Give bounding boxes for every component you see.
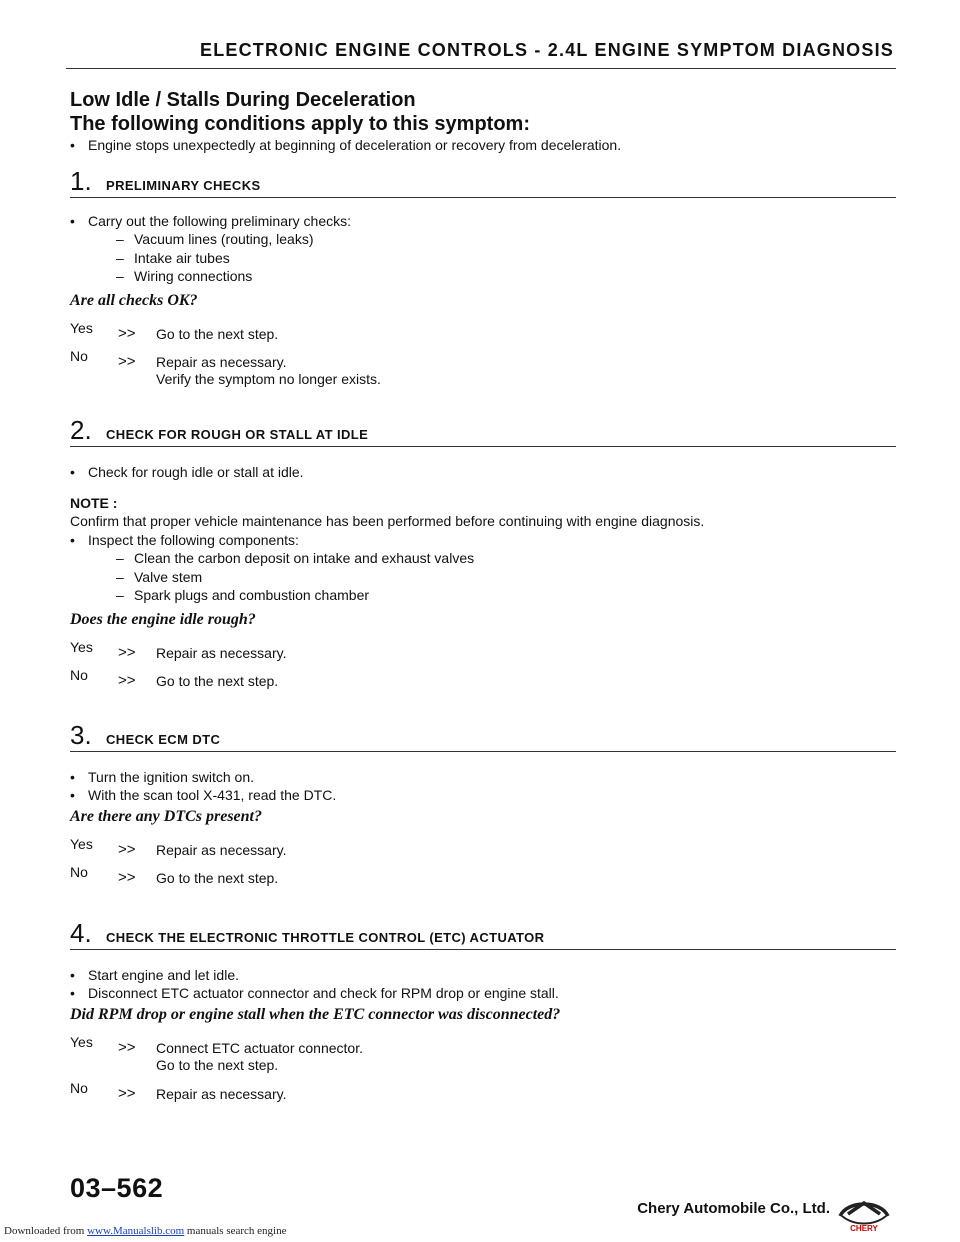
step-1-bullet-text: Carry out the following preliminary checks: <box>88 213 351 229</box>
yes-text: Repair as necessary. <box>156 842 287 858</box>
bullet-icon: • <box>70 985 75 1001</box>
page-title <box>70 88 530 136</box>
page-number: 03–562 <box>70 1173 164 1203</box>
bullet-icon: • <box>70 787 75 803</box>
step-3-number: 3. <box>70 720 92 750</box>
arrow-icon: >> <box>118 1085 136 1102</box>
page-title-line1: Low Idle / Stalls During Deceleration <box>70 89 416 111</box>
note-label: NOTE : <box>70 495 118 511</box>
header-title: ELECTRONIC ENGINE CONTROLS - 2.4L ENGINE SYMPTOM DIAGNOSIS <box>199 40 894 60</box>
list-item-text: Wiring connections <box>134 268 253 284</box>
list-item <box>70 586 896 605</box>
page-title-line2: The following conditions apply to this symptom: <box>70 113 530 135</box>
yes-text-line1: Connect ETC actuator connector. <box>156 1040 363 1056</box>
step-4-bullet <box>70 966 896 984</box>
step-1-question: Are all checks OK? <box>70 291 198 309</box>
no-text: Go to the next step. <box>156 672 279 689</box>
step-2-no <box>70 666 896 691</box>
download-note <box>4 1225 286 1237</box>
step-4-heading <box>70 920 896 950</box>
step-2-question: Does the engine idle rough? <box>70 610 256 628</box>
intro-bullet-text: Engine stops unexpectedly at beginning of deceleration or recovery from deceleration. <box>88 137 622 153</box>
arrow-icon: >> <box>118 643 136 661</box>
yes-text: Go to the next step. <box>156 325 279 342</box>
list-item-text: Vacuum lines (routing, leaks) <box>134 231 314 247</box>
no-text: Repair as necessary. <box>156 1086 287 1102</box>
no-text-line1: Repair as necessary. <box>156 353 287 370</box>
step-3-bullet <box>70 786 896 804</box>
list-item-text: Valve stem <box>134 568 203 585</box>
arrow-icon: >> <box>118 671 136 689</box>
no-label: No <box>70 1080 88 1096</box>
yes-label: Yes <box>70 1034 93 1050</box>
list-item-text: Intake air tubes <box>134 249 230 266</box>
no-text <box>156 354 381 388</box>
step-2 <box>70 417 896 691</box>
download-prefix: Downloaded from <box>4 1225 85 1237</box>
download-suffix: manuals search engine <box>186 1225 287 1237</box>
dash-icon: – <box>116 268 124 284</box>
bullet-icon: • <box>70 137 75 153</box>
step-3-question: Are there any DTCs present? <box>70 808 262 825</box>
step-1-bullet <box>70 212 896 230</box>
step-4 <box>70 920 896 1104</box>
manualslib-link[interactable]: www.Manualslib.com <box>87 1225 185 1237</box>
list-item <box>70 568 896 587</box>
step-1 <box>70 168 896 390</box>
step-2-bullet2 <box>70 531 896 549</box>
step-3-no <box>70 864 896 888</box>
step-3-bullet-text: Turn the ignition switch on. <box>88 769 255 785</box>
step-3-heading <box>70 722 896 752</box>
list-item <box>70 267 896 286</box>
bullet-icon: • <box>70 532 75 548</box>
no-text: Go to the next step. <box>156 870 279 886</box>
list-item <box>70 230 896 249</box>
step-4-bullet-text: Start engine and let idle. <box>88 967 239 983</box>
no-label: No <box>70 666 88 683</box>
dash-icon: – <box>116 587 124 603</box>
step-3-bullet <box>70 768 896 786</box>
bullet-icon: • <box>70 769 75 785</box>
step-3-title: CHECK ECM DTC <box>106 732 221 747</box>
step-3-bullet-text: With the scan tool X-431, read the DTC. <box>88 787 337 803</box>
list-item-text: Spark plugs and combustion chamber <box>134 587 370 603</box>
step-2-yes <box>70 638 896 669</box>
step-4-number: 4. <box>70 918 92 948</box>
step-2-heading <box>70 417 896 447</box>
arrow-icon: >> <box>118 324 136 342</box>
yes-label: Yes <box>70 836 93 852</box>
step-3-yes <box>70 836 896 866</box>
step-1-no <box>70 347 896 390</box>
logo-text: CHERY <box>850 1224 878 1233</box>
yes-label: Yes <box>70 319 93 336</box>
step-2-title: CHECK FOR ROUGH OR STALL AT IDLE <box>106 427 369 442</box>
no-text-line2: Verify the symptom no longer exists. <box>156 370 381 387</box>
chery-logo-graphic <box>834 1194 894 1234</box>
step-4-no <box>70 1080 896 1104</box>
step-1-number: 1. <box>70 166 92 196</box>
yes-label: Yes <box>70 638 93 655</box>
list-item <box>70 249 896 268</box>
dash-icon: – <box>116 568 124 585</box>
intro-bullet <box>70 136 621 154</box>
yes-text <box>156 1040 363 1074</box>
dash-icon: – <box>116 231 124 247</box>
bullet-icon: • <box>70 464 75 480</box>
note-text: Confirm that proper vehicle maintenance has been performed before continuing with engine diagnosis. <box>70 513 705 529</box>
no-label: No <box>70 347 88 364</box>
step-1-yes <box>70 319 896 350</box>
arrow-icon: >> <box>118 841 136 858</box>
step-1-title: PRELIMINARY CHECKS <box>106 178 261 193</box>
bullet-icon: • <box>70 967 75 983</box>
dash-icon: – <box>116 550 124 566</box>
step-4-bullet <box>70 984 896 1002</box>
step-2-bullet-text: Check for rough idle or stall at idle. <box>88 464 304 480</box>
step-2-number: 2. <box>70 415 92 445</box>
arrow-icon: >> <box>118 352 136 370</box>
yes-text: Repair as necessary. <box>156 644 287 661</box>
chery-logo-icon <box>834 1194 894 1234</box>
list-item <box>70 549 896 568</box>
step-2-bullet2-text: Inspect the following components: <box>88 532 299 548</box>
step-4-yes <box>70 1034 896 1082</box>
company-name: Chery Automobile Co., Ltd. <box>637 1200 830 1217</box>
yes-text-line2: Go to the next step. <box>156 1057 279 1073</box>
dash-icon: – <box>116 249 124 266</box>
bullet-icon: • <box>70 213 75 229</box>
step-4-bullet-text: Disconnect ETC actuator connector and check for RPM drop or engine stall. <box>88 985 559 1001</box>
step-1-heading <box>70 168 896 198</box>
step-4-question: Did RPM drop or engine stall when the ETC connector was disconnected? <box>70 1006 561 1023</box>
arrow-icon: >> <box>118 869 136 886</box>
arrow-icon: >> <box>118 1039 136 1056</box>
no-label: No <box>70 864 88 880</box>
list-item-text: Clean the carbon deposit on intake and exhaust valves <box>134 550 475 566</box>
step-2-bullet <box>70 463 896 481</box>
step-4-title: CHECK THE ELECTRONIC THROTTLE CONTROL (ETC) ACTUATOR <box>106 930 545 945</box>
step-3 <box>70 722 896 888</box>
header-divider <box>66 68 896 69</box>
